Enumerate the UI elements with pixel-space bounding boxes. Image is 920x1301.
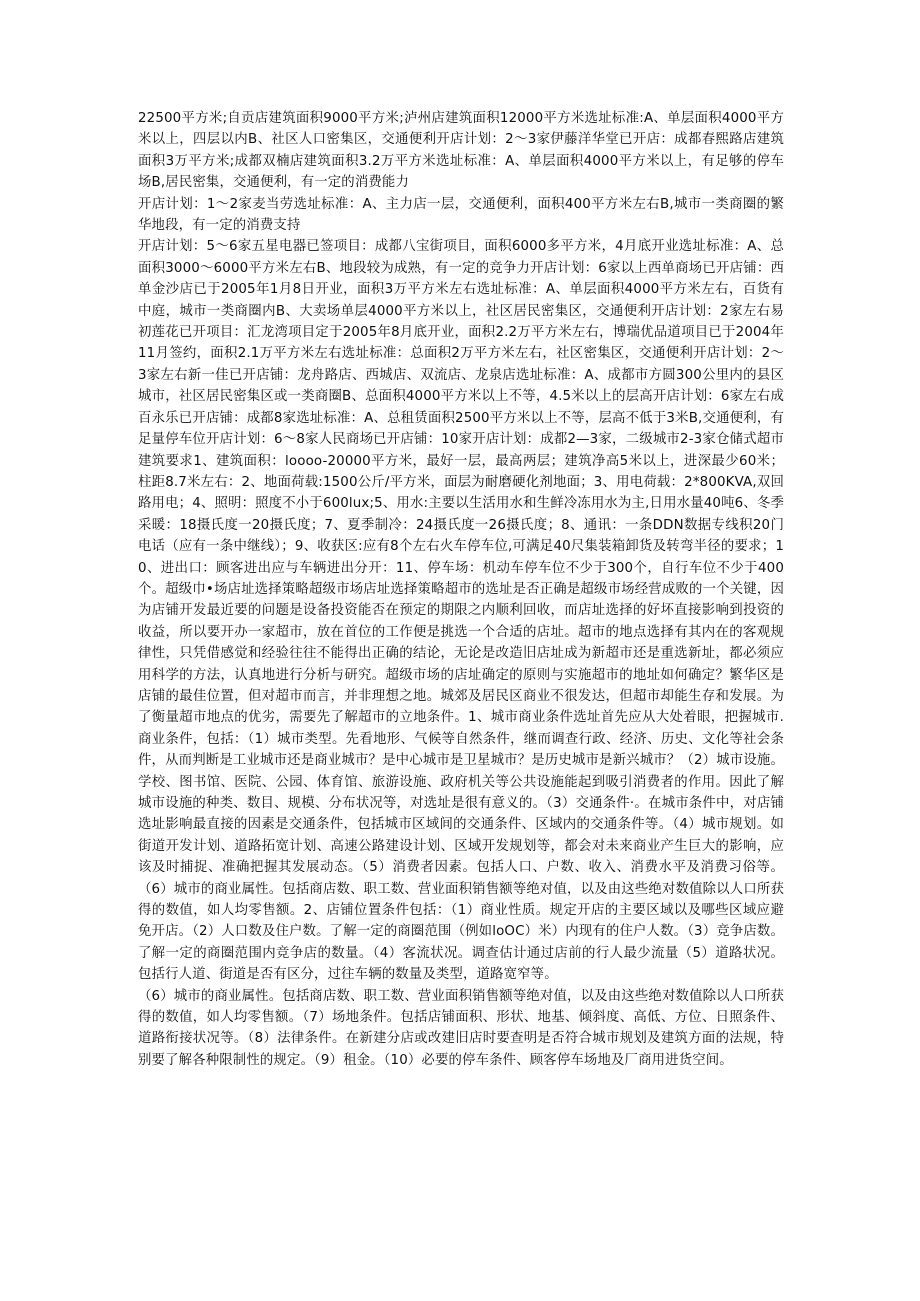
paragraph-location-conditions: （6）城市的商业属性。包括商店数、职工数、营业面积销售额等绝对值，以及由这些绝对数值除以人口所获得的数值，如人均零售额。（7）场地条件。包括店铺面积、形状、地基、倾斜度、高低、方位、日照条件、道路衔接状况等。（8）法律条件。在新建分店或改建旧店时要查明是否符合城市规划及建筑方面的法规，特别要了解各种限制性的规定。（9）租金。（10）必要的停车条件、顾客停车场地及厂商用进货空间。	[138, 988, 784, 1068]
document-body	[138, 108, 784, 1071]
paragraph-store-area-standards: 22500平方米;自贡店建筑面积9000平方米;泸州店建筑面积12000平方米选址标准:A、单层面积4000平方米以上，四层以内B、社区人口密集区，交通便利开店计划：2～3家伊藤洋华堂已开店：成都春熙路店建筑面积3万平方米;成都双楠店建筑面积3.2万平方米选址标准：A、单层面积4000平方米以上，有足够的停车场B,居民密集，交通便利，有一定的消费能力	[138, 111, 784, 191]
paragraph-mcdonalds-plan: 开店计划：1～2家麦当劳选址标准：A、主力店一层，交通便利，面积400平方米左右B,城市一类商圈的繁华地段，有一定的消费支持	[138, 196, 784, 234]
paragraph-site-selection-strategy: 开店计划：5～6家五星电器已签项目：成都八宝街项目，面积6000多平方米，4月底开业选址标准：A、总面积3000～6000平方米左右B、地段较为成熟，有一定的竞争力开店计划：6家以上西单商场已开店铺：西单金沙店已于2005年1月8日开业，面积3万平方米左右选址标准：A、单层面积4000平方米左右，百货有中庭，城市一类商圈内B、大卖场单层4000平方米以上，社区居民密集区，交通便利开店计划：2家左右易初莲花已开项目：汇龙湾项目定于2005年8月底开业，面积2.2万平方米左右，博瑞优品道项目已于2004年11月签约，面积2.1万平方米左右选址标准：总面积2万平方米左右，社区密集区，交通便利开店计划：2～3家左右新一佳已开店铺：龙舟路店、西城店、双流店、龙泉店选址标准：A、成都市方圆300公里内的县区城市，社区居民密集区或一类商圈B、总面积4000平方米以上不等，4.5米以上的层高开店计划：6家左右成百永乐已开店铺：成都8家选址标准：A、总租赁面积2500平方米以上不等，层高不低于3米B,交通便利，有足量停车位开店计划：6～8家人民商场已开店铺：10家开店计划：成都2—3家，二级城市2-3家仓储式超市建筑要求1、建筑面积：loooo-20000平方米，最好一层，最高两层；建筑净高5米以上，进深最少60米；柱距8.7米左右：2、地面荷载:1500公斤/平方米，面层为耐磨硬化剂地面；3、用电荷载：2*800KVA,双回路用电；4、照明：照度不小于600lux;5、用水:主要以生活用水和生鲜冷冻用水为主,日用水量40吨6、冬季采暖：18摄氏度一20摄氏度；7、夏季制冷：24摄氏度一26摄氏度；8、通讯：一条DDN数据专线积20门电话（应有一条中继线）；9、收获区:应有8个左右火车停车位,可满足40尺集装箱卸货及转弯半径的要求；10、进出口：顾客进出应与车辆进出分开：11、停车场：机动车停车位不少于300个，自行车位不少于400个。超级巾•场店址选择策略超级市场店址选择策略超市的选址是否正确是超级市场经营成败的一个关键，因为店铺开发最近要的问题是设备投资能否在预定的期限之内顺利回收，而店址选择的好坏直接影响到投资的收益，所以要开办一家超市，放在首位的工作便是挑选一个合适的店址。超市的地点选择有其内在的客观规律性，只凭借感觉和经验往往不能得出正确的结论，无论是改造旧店址成为新超市还是重选新址，都必须应用科学的方法，认真地进行分析与研究。超级市场的店址确定的原则与实施超市的地址如何确定？繁华区是店铺的最佳位置，但对超市而言，并非理想之地。城郊及居民区商业不很发达，但超市却能生存和发展。为了衡量超市地点的优劣，需要先了解超市的立地条件。1、城市商业条件选址首先应从大处着眼，把握城市.商业条件，包括：（1）城市类型。先看地形、气候等自然条件，继而调查行政、经济、历史、文化等社会条件，从而判断是工业城市还是商业城市？是中心城市是卫星城市？是历史城市是新兴城市？（2）城市设施。学校、图书馆、医院、公园、体育馆、旅游设施、政府机关等公共设施能起到吸引消费者的作用。因此了解城市设施的种类、数目、规模、分布状况等，对选址是很有意义的。（3）交通条件·。在城市条件中，对店铺选址影响最直接的因素是交通条件，包括城市区域间的交通条件、区域内的交通条件等。（4）城市规划。如街道开发计划、道路拓宽计划、高速公路建设计划、区域开发规划等，都会对未来商业产生巨大的影响，应该及时捕捉、准确把握其发展动态。（5）消费者因素。包括人口、户数、收入、消费水平及消费习俗等。（6）城市的商业属性。包括商店数、职工数、营业面积销售额等绝对值，以及由这些绝对数值除以人口所获得的数值，如人均零售额。2、店铺位置条件包括：（1）商业性质。规定开店的主要区域以及哪些区域应避免开店。（2）人口数及住户数。了解一定的商圈范围（例如loOC）米）内现有的住户人数。（3）竞争店数。了解一定的商圈范围内竞争店的数量。（4）客流状况。调查估计通过店前的行人最少流量（5）道路状况。包括行人道、街道是否有区分，过往车辆的数量及类型，道路宽窄等。	[138, 239, 784, 983]
